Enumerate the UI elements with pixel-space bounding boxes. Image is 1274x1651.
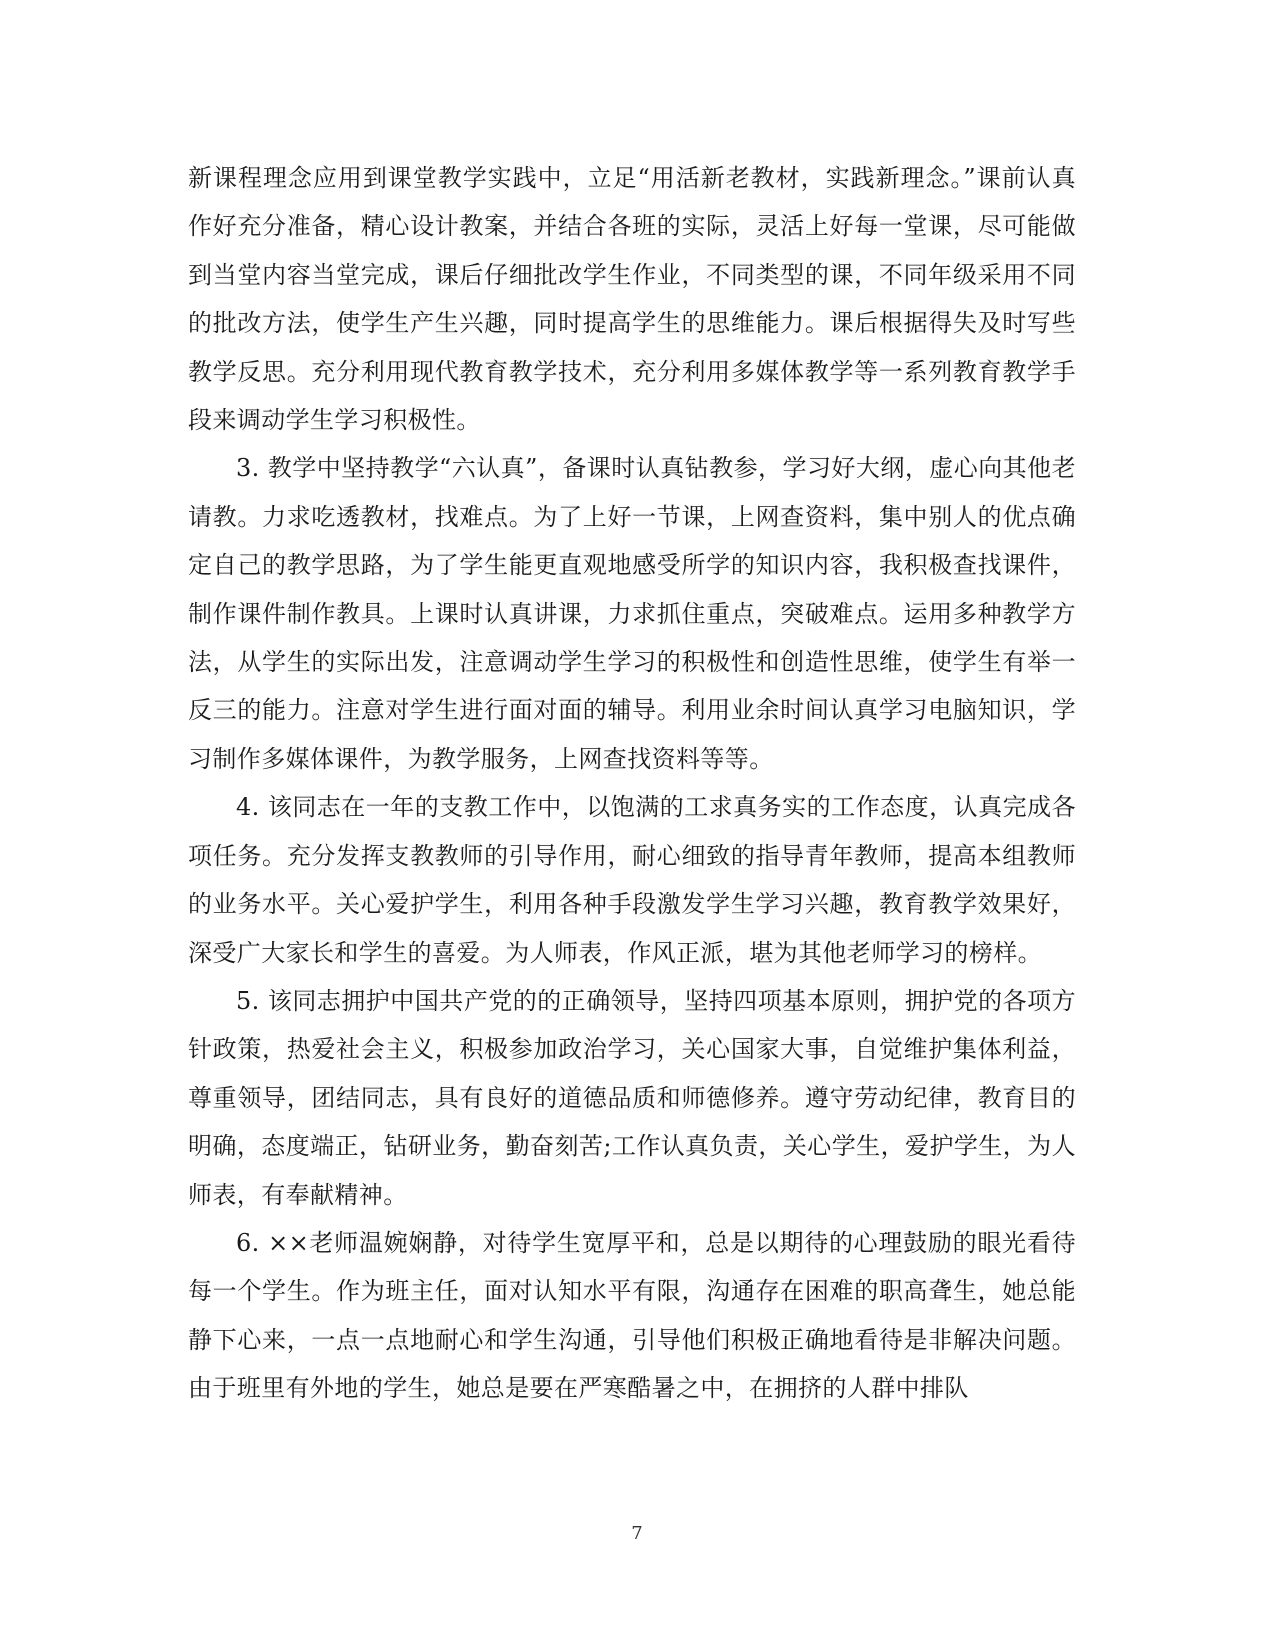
paragraph-item-4: 4. 该同志在一年的支教工作中，以饱满的工求真务实的工作态度，认真完成各项任务。充分发挥支教教师的引导作用，耐心细致的指导青年教师，提高本组教师的业务水平。关心爱护学生，利用各种手段激发学生学习兴趣，教育教学效果好，深受广大家长和学生的喜爱。为人师表，作风正派，堪为其他老师学习的榜样。 [188,793,1076,967]
paragraph-item-5: 5. 该同志拥护中国共产党的的正确领导，坚持四项基本原则，拥护党的各项方针政策，热爱社会主义，积极参加政治学习，关心国家大事，自觉维护集体利益，尊重领导，团结同志，具有良好的道德品质和师德修养。遵守劳动纪律，教育目的明确，态度端正，钻研业务，勤奋刻苦;工作认真负责，关心学生，爱护学生，为人师表，有奉献精神。 [188,986,1076,1209]
paragraph-continuation: 新课程理念应用到课堂教学实践中，立足“用活新老教材，实践新理念。”课前认真作好充分准备，精心设计教案，并结合各班的实际，灵活上好每一堂课，尽可能做到当堂内容当堂完成，课后仔细批改学生作业，不同类型的课，不同年级采用不同的批改方法，使学生产生兴趣，同时提高学生的思维能力。课后根据得失及时写些教学反思。充分利用现代教育教学技术，充分利用多媒体教学等一系列教育教学手段来调动学生学习积极性。 [188,164,1076,435]
paragraph-item-6: 6. ××老师温婉娴静，对待学生宽厚平和，总是以期待的心理鼓励的眼光看待每一个学生。作为班主任，面对认知水平有限，沟通存在困难的职高聋生，她总能静下心来，一点一点地耐心和学生沟通，引导他们积极正确地看待是非解决问题。由于班里有外地的学生，她总是要在严寒酷暑之中，在拥挤的人群中排队 [188,1228,1076,1403]
document-body [188,154,1076,1413]
paragraph-item-3: 3. 教学中坚持教学“六认真”，备课时认真钻教参，学习好大纲，虚心向其他老请教。力求吃透教材，找难点。为了上好一节课，上网查资料，集中别人的优点确定自己的教学思路，为了学生能更直观地感受所学的知识内容，我积极查找课件，制作课件制作教具。上课时认真讲课，力求抓住重点，突破难点。运用多种教学方法，从学生的实际出发，注意调动学生学习的积极性和创造性思维，使学生有举一反三的能力。注意对学生进行面对面的辅导。利用业余时间认真学习电脑知识，学习制作多媒体课件，为教学服务，上网查找资料等等。 [188,454,1076,773]
page-number: 7 [631,1523,643,1544]
